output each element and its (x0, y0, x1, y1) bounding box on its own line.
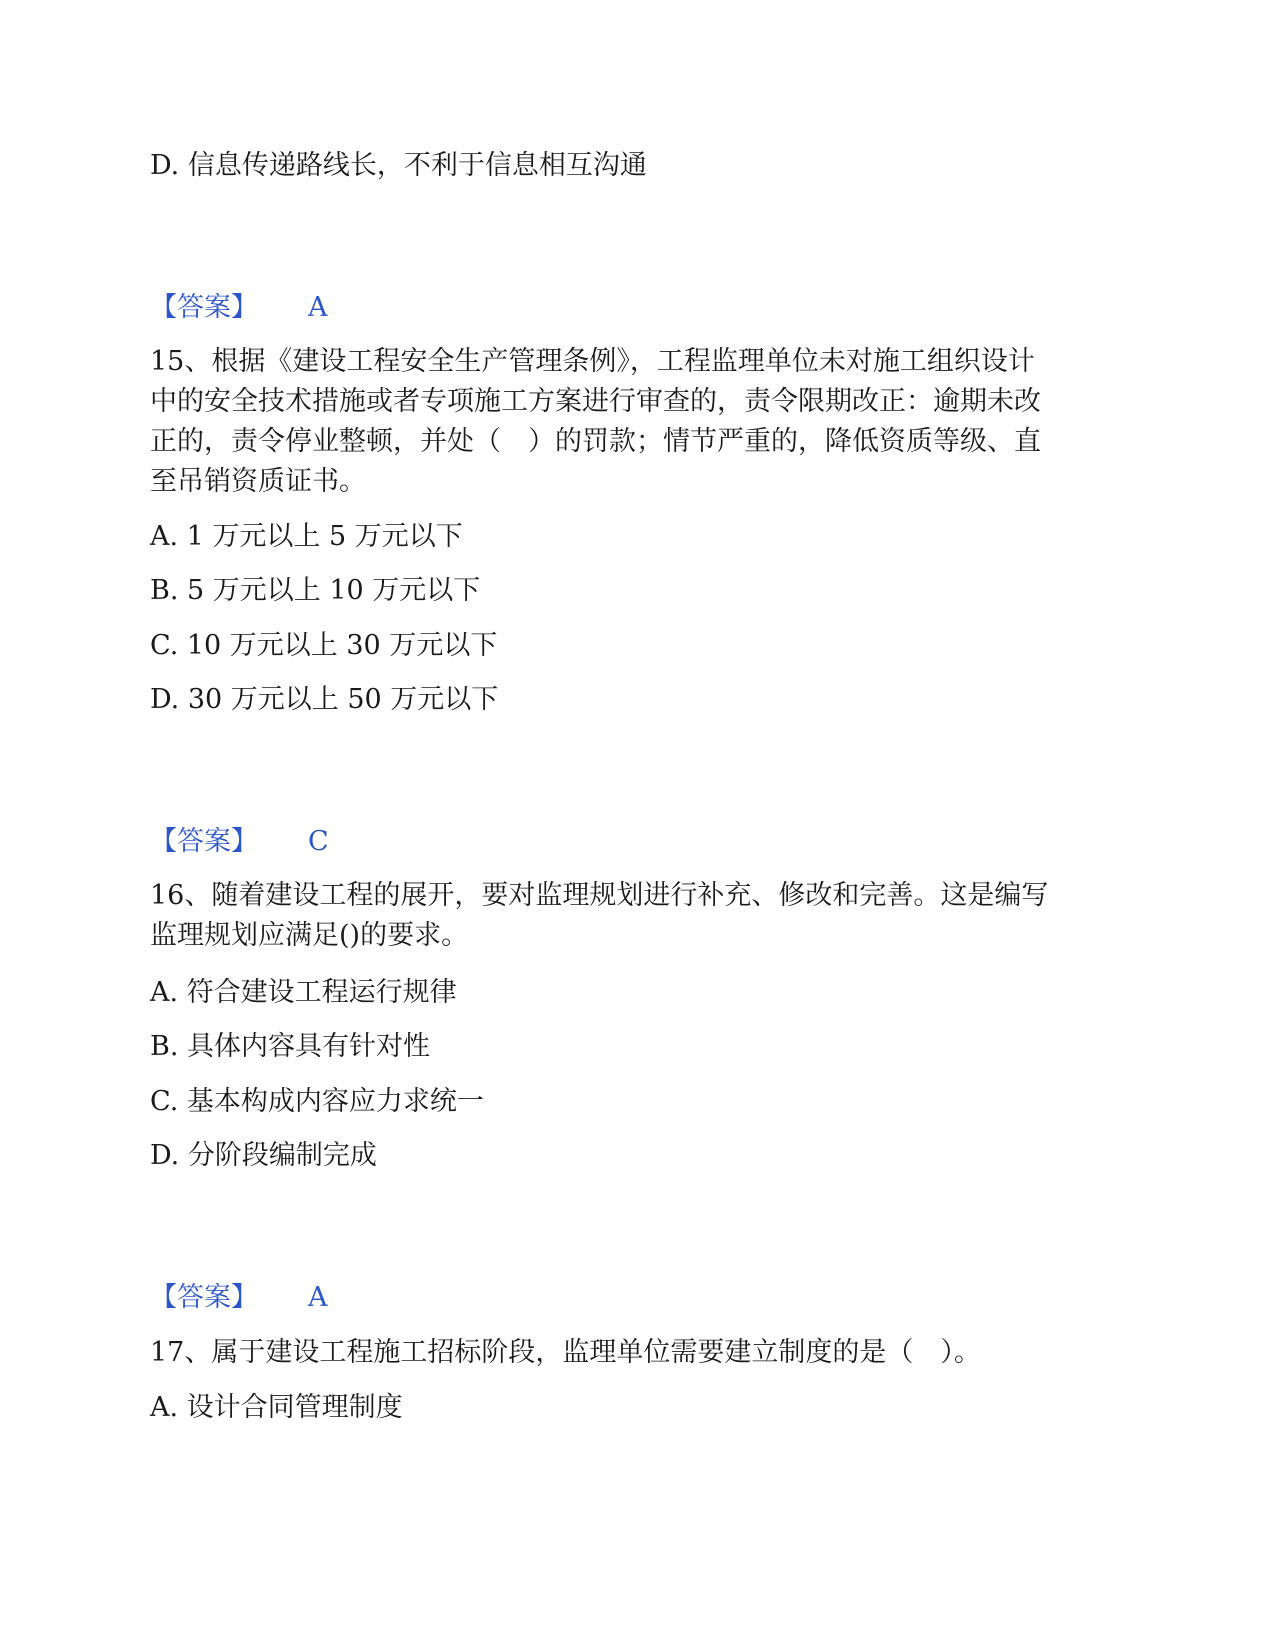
question-16-line-2: 监理规划应满足()的要求。 (150, 920, 469, 951)
answer-value: A (308, 1282, 328, 1313)
question-15-line-3: 正的，责令停业整顿，并处（ ）的罚款；情节严重的，降低资质等级、直 (150, 426, 1041, 457)
answer-label: 【答案】 (150, 1282, 258, 1313)
answer-label: 【答案】 (150, 826, 258, 857)
option-d-text: D. 信息传递路线长，不利于信息相互沟通 (150, 150, 647, 181)
question-16-option-b: B. 具体内容具有针对性 (150, 1031, 431, 1062)
question-16-option-c: C. 基本构成内容应力求统一 (150, 1086, 484, 1117)
question-16-option-a: A. 符合建设工程运行规律 (150, 977, 457, 1008)
question-15-option-c: C. 10 万元以上 30 万元以下 (150, 630, 498, 661)
question-17-option-a: A. 设计合同管理制度 (150, 1392, 403, 1423)
question-15-line-4: 至吊销资质证书。 (150, 466, 366, 497)
question-17-line-1: 17、属于建设工程施工招标阶段，监理单位需要建立制度的是（ ）。 (150, 1337, 981, 1368)
answer-value: C (308, 826, 329, 857)
question-16-line-1: 16、随着建设工程的展开，要对监理规划进行补充、修改和完善。这是编写 (150, 880, 1049, 911)
question-15-option-d: D. 30 万元以上 50 万元以下 (150, 684, 499, 715)
answer-value: A (308, 292, 328, 323)
question-16-option-d: D. 分阶段编制完成 (150, 1140, 377, 1171)
answer-label: 【答案】 (150, 292, 258, 323)
question-15-line-1: 15、根据《建设工程安全生产管理条例》，工程监理单位未对施工组织设计 (150, 346, 1035, 377)
question-15-option-b: B. 5 万元以上 10 万元以下 (150, 575, 481, 606)
question-15-option-a: A. 1 万元以上 5 万元以下 (150, 521, 463, 552)
question-15-line-2: 中的安全技术措施或者专项施工方案进行审查的，责令限期改正：逾期未改 (150, 386, 1041, 417)
